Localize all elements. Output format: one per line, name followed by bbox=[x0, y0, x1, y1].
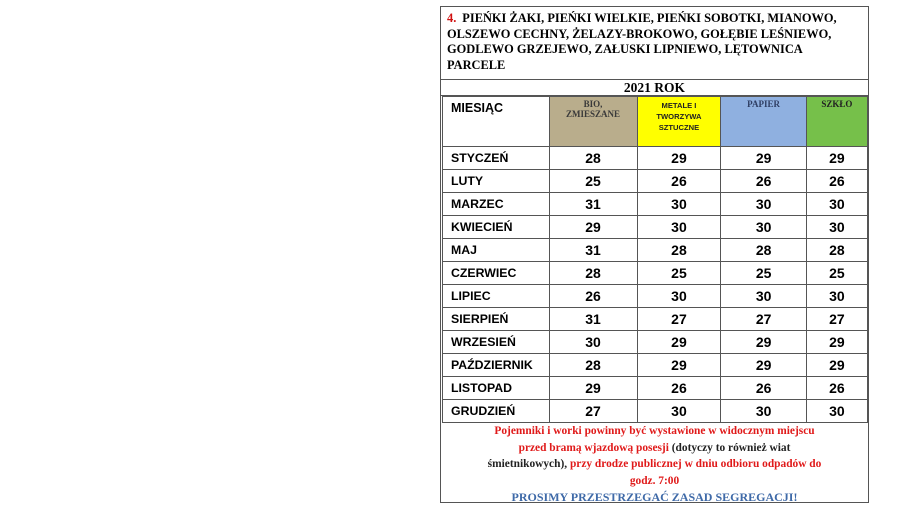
table-row bbox=[443, 354, 868, 377]
collection-day-cell: 30 bbox=[806, 193, 867, 216]
collection-day-cell: 30 bbox=[806, 400, 867, 423]
category-label-line: METALE I bbox=[661, 101, 697, 110]
month-cell: MAJ bbox=[443, 239, 550, 262]
collection-day-cell: 30 bbox=[637, 216, 721, 239]
month-cell: STYCZEŃ bbox=[443, 147, 550, 170]
category-label-line: PAPIER bbox=[747, 99, 781, 109]
notice-line-3 bbox=[441, 456, 868, 473]
collection-day-cell: 27 bbox=[637, 308, 721, 331]
month-column-header: MIESIĄC bbox=[443, 97, 550, 147]
year-title: 2021 ROK bbox=[441, 79, 868, 96]
category-paper-header bbox=[721, 97, 806, 147]
table-row bbox=[443, 262, 868, 285]
month-cell: LISTOPAD bbox=[443, 377, 550, 400]
table-row bbox=[443, 239, 868, 262]
collection-day-cell: 27 bbox=[721, 308, 806, 331]
category-glass-header bbox=[806, 97, 867, 147]
collection-day-cell: 26 bbox=[637, 377, 721, 400]
category-metals-plastics-header bbox=[637, 97, 721, 147]
collection-day-cell: 28 bbox=[549, 354, 637, 377]
notice-line-2-black: (dotyczy to również wiat bbox=[671, 441, 791, 454]
category-label-line: ZMIESZANE bbox=[566, 109, 621, 119]
collection-day-cell: 26 bbox=[806, 377, 867, 400]
month-cell: WRZESIEŃ bbox=[443, 331, 550, 354]
collection-day-cell: 29 bbox=[637, 331, 721, 354]
collection-day-cell: 31 bbox=[549, 308, 637, 331]
collection-day-cell: 29 bbox=[721, 354, 806, 377]
collection-day-cell: 27 bbox=[549, 400, 637, 423]
notice-line-1: Pojemniki i worki powinny być wystawione w widocznym miejscu bbox=[494, 425, 815, 437]
month-cell: SIERPIEŃ bbox=[443, 308, 550, 331]
table-header-row bbox=[443, 97, 868, 147]
notice-line-4: godz. 7:00 bbox=[629, 474, 680, 487]
collection-day-cell: 29 bbox=[721, 331, 806, 354]
collection-day-cell: 29 bbox=[549, 377, 637, 400]
collection-day-cell: 25 bbox=[549, 170, 637, 193]
collection-day-cell: 30 bbox=[721, 193, 806, 216]
collection-day-cell: 29 bbox=[637, 147, 721, 170]
collection-day-cell: 29 bbox=[806, 354, 867, 377]
category-label-line: TWORZYWA bbox=[656, 112, 702, 121]
month-cell: PAŹDZIERNIK bbox=[443, 354, 550, 377]
collection-day-cell: 30 bbox=[637, 193, 721, 216]
collection-day-cell: 26 bbox=[637, 170, 721, 193]
header-line-2: OLSZEWO CECHNY, ŻELAZY-BROKOWO, GOŁĘBIE LEŚNIEWO, bbox=[447, 26, 832, 41]
collection-day-cell: 28 bbox=[806, 239, 867, 262]
collection-day-cell: 26 bbox=[721, 377, 806, 400]
header-line-1-text: PIEŃKI ŻAKI, PIEŃKI WIELKIE, PIEŃKI SOBOTKI, MIANOWO, bbox=[462, 11, 837, 25]
collection-day-cell: 27 bbox=[806, 308, 867, 331]
collection-day-cell: 28 bbox=[549, 147, 637, 170]
collection-day-cell: 29 bbox=[721, 147, 806, 170]
month-cell: KWIECIEŃ bbox=[443, 216, 550, 239]
table-row bbox=[443, 285, 868, 308]
table-row bbox=[443, 193, 868, 216]
collection-day-cell: 29 bbox=[806, 331, 867, 354]
table-body bbox=[443, 147, 868, 423]
month-cell: LUTY bbox=[443, 170, 550, 193]
table-row bbox=[443, 216, 868, 239]
collection-schedule-table bbox=[442, 96, 868, 423]
collection-day-cell: 25 bbox=[721, 262, 806, 285]
header-line-1 bbox=[447, 11, 868, 27]
table-row bbox=[443, 147, 868, 170]
collection-day-cell: 28 bbox=[549, 262, 637, 285]
category-bio-header bbox=[549, 97, 637, 147]
header-line-3: GODLEWO GRZEJEWO, ZAŁUSKI LIPNIEWO, LĘTOWNICA bbox=[447, 42, 803, 57]
collection-day-cell: 29 bbox=[549, 216, 637, 239]
notice-line-2 bbox=[441, 440, 868, 457]
collection-day-cell: 30 bbox=[806, 285, 867, 308]
collection-day-cell: 31 bbox=[549, 193, 637, 216]
collection-day-cell: 30 bbox=[637, 285, 721, 308]
collection-day-cell: 30 bbox=[721, 400, 806, 423]
collection-day-cell: 30 bbox=[721, 285, 806, 308]
collection-day-cell: 28 bbox=[721, 239, 806, 262]
month-cell: MARZEC bbox=[443, 193, 550, 216]
collection-day-cell: 28 bbox=[637, 239, 721, 262]
collection-day-cell: 30 bbox=[806, 216, 867, 239]
category-label-line: SZTUCZNE bbox=[658, 123, 700, 132]
locality-header bbox=[441, 7, 868, 73]
collection-day-cell: 26 bbox=[806, 170, 867, 193]
collection-day-cell: 30 bbox=[549, 331, 637, 354]
collection-day-cell: 25 bbox=[637, 262, 721, 285]
collection-day-cell: 26 bbox=[721, 170, 806, 193]
table-row bbox=[443, 377, 868, 400]
category-label-line: SZKŁO bbox=[821, 99, 853, 109]
collection-day-cell: 25 bbox=[806, 262, 867, 285]
month-cell: CZERWIEC bbox=[443, 262, 550, 285]
segregation-appeal: PROSIMY PRZESTRZEGAĆ ZASAD SEGREGACJI! bbox=[511, 490, 798, 504]
category-label-line: BIO, bbox=[583, 99, 603, 109]
collection-day-cell: 31 bbox=[549, 239, 637, 262]
collection-day-cell: 29 bbox=[806, 147, 867, 170]
collection-day-cell: 29 bbox=[637, 354, 721, 377]
header-line-4: PARCELE bbox=[447, 57, 506, 72]
notice-line-3-red: przy drodze publicznej w dniu odbioru odpadów do bbox=[569, 458, 822, 470]
notice-line-3-black: śmietnikowych), bbox=[487, 458, 570, 470]
collection-day-cell: 30 bbox=[637, 400, 721, 423]
schedule-document bbox=[440, 6, 869, 503]
table-row bbox=[443, 331, 868, 354]
section-number: 4. bbox=[447, 11, 457, 25]
month-cell: GRUDZIEŃ bbox=[443, 400, 550, 423]
notice-line-2-red: przed bramą wjazdową posesji bbox=[518, 441, 672, 454]
footer-notice bbox=[441, 419, 868, 502]
table-row bbox=[443, 308, 868, 331]
collection-day-cell: 30 bbox=[721, 216, 806, 239]
collection-day-cell: 26 bbox=[549, 285, 637, 308]
month-cell: LIPIEC bbox=[443, 285, 550, 308]
table-row bbox=[443, 170, 868, 193]
